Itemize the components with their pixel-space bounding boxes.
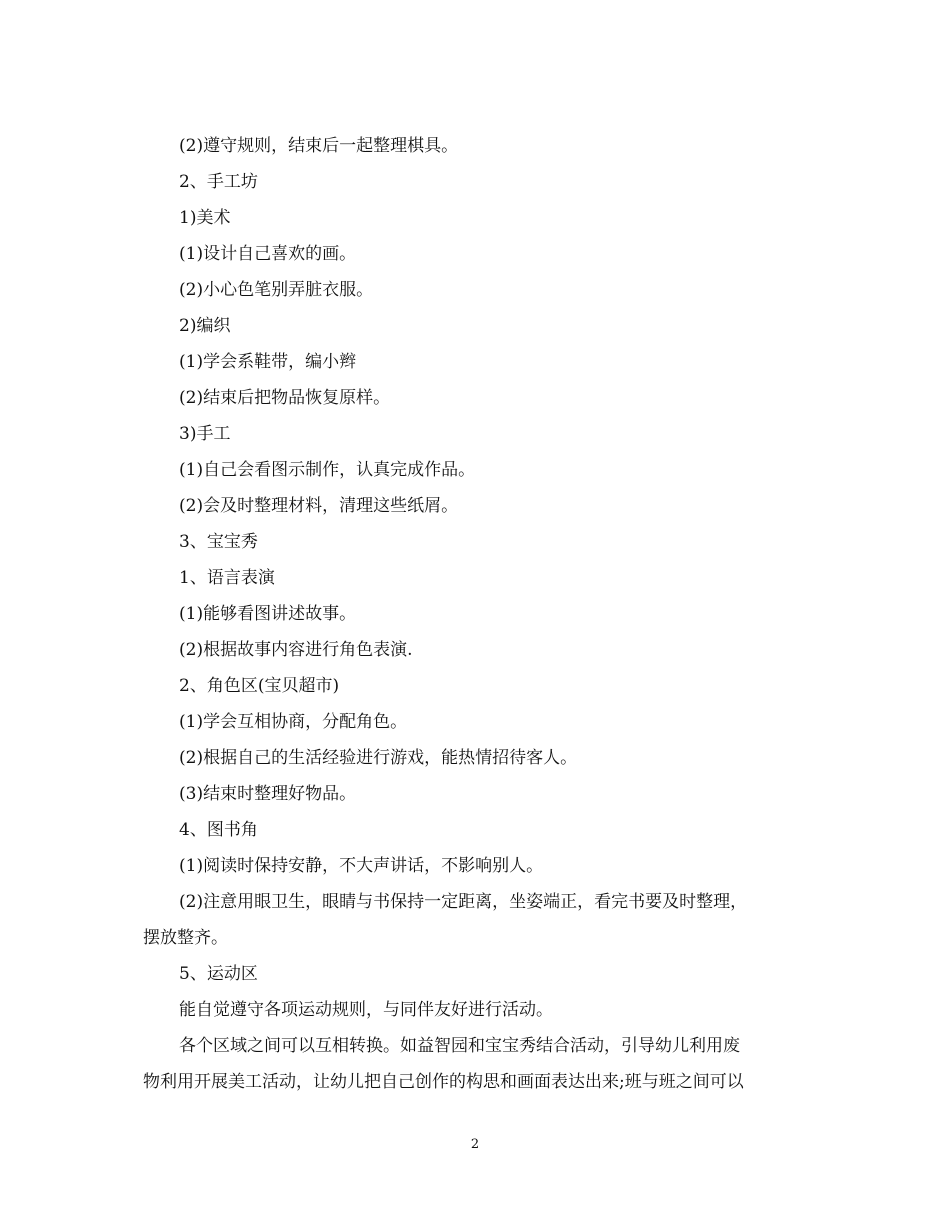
text-line: (1)能够看图讲述故事。 — [179, 604, 357, 624]
text-line: 各个区域之间可以互相转换。如益智园和宝宝秀结合活动，引导幼儿利用废 — [179, 1036, 740, 1056]
text-line: 能自觉遵守各项运动规则，与同伴友好进行活动。 — [179, 1000, 553, 1020]
text-line: (2)根据故事内容进行角色表演. — [179, 640, 413, 660]
text-line: (1)学会互相协商，分配角色。 — [179, 712, 408, 732]
text-line: (1)自己会看图示制作，认真完成作品。 — [179, 460, 476, 480]
text-line: 2、手工坊 — [179, 172, 258, 192]
text-line: 5、运动区 — [179, 964, 258, 984]
document-body — [143, 128, 813, 1100]
text-line: (2)注意用眼卫生，眼睛与书保持一定距离，坐姿端正，看完书要及时整理， — [179, 892, 748, 912]
text-line: 摆放整齐。 — [143, 928, 228, 948]
text-line: 3、宝宝秀 — [179, 532, 258, 552]
text-line: (2)遵守规则，结束后一起整理棋具。 — [179, 136, 459, 156]
text-line: (2)小心色笔别弄脏衣服。 — [179, 280, 374, 300]
text-line: 物利用开展美工活动，让幼儿把自己创作的构思和画面表达出来;班与班之间可以 — [143, 1072, 744, 1092]
text-line: (2)结束后把物品恢复原样。 — [179, 388, 391, 408]
text-line: (2)会及时整理材料，清理这些纸屑。 — [179, 496, 459, 516]
text-line: (1)设计自己喜欢的画。 — [179, 244, 357, 264]
text-line: 4、图书角 — [179, 820, 258, 840]
text-line: (1)学会系鞋带，编小辫 — [179, 352, 357, 372]
text-line: (1)阅读时保持安静，不大声讲话，不影响别人。 — [179, 856, 544, 876]
page-number: 2 — [470, 1137, 480, 1152]
text-line: (3)结束时整理好物品。 — [179, 784, 357, 804]
text-line: 2)编织 — [179, 316, 231, 336]
text-line: 2、角色区(宝贝超市) — [179, 676, 340, 696]
text-line: 1)美术 — [179, 208, 231, 228]
text-line: 1、语言表演 — [179, 568, 275, 588]
text-line: (2)根据自己的生活经验进行游戏，能热情招待客人。 — [179, 748, 578, 768]
text-line: 3)手工 — [179, 424, 231, 444]
